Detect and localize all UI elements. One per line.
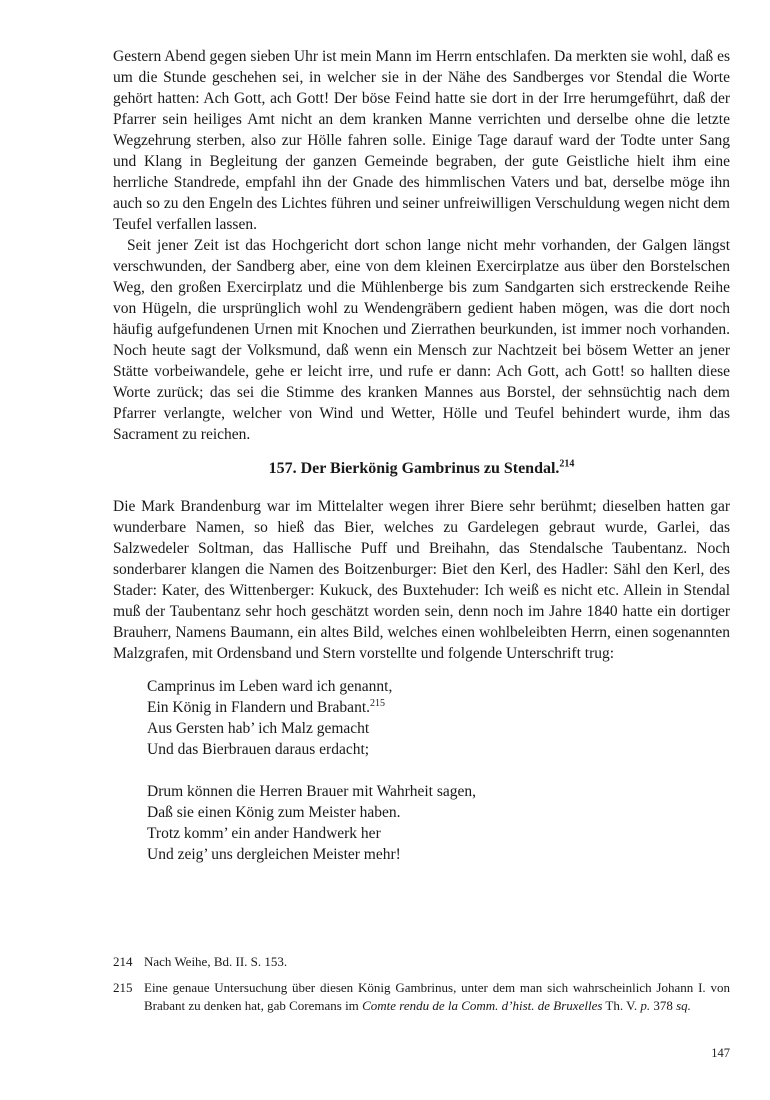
- poem-line: Daß sie einen König zum Meister haben.: [147, 804, 401, 821]
- poem-stanza-2: [147, 781, 730, 865]
- page-content: [113, 46, 730, 865]
- section-heading-text: 157. Der Bierkönig Gambrinus zu Stendal.: [268, 460, 560, 477]
- footnotes-section: [113, 953, 730, 1015]
- poem: [147, 676, 730, 865]
- footnote-text: [144, 980, 730, 1013]
- page-number: 147: [711, 1046, 730, 1060]
- footnote-214: [113, 953, 730, 971]
- paragraph-1: Gestern Abend gegen sieben Uhr ist mein Mann im Herrn entschlafen. Da merkten sie wohl, daß es um die Stunde geschehen sei, in welcher sie in der Nähe des Sandberges vor Stendal die Worte gehört hatten: Ach Gott, ach Gott! Der böse Feind hatte sie dort in der Irre herumgeführt, daß der Pfarrer sein heiliges Amt nicht an dem kranken Manne verrichten und derselbe ohne die letzte Wegzehrung sterben, also zur Hölle fahren solle. Einige Tage darauf ward der Todte unter Sang und Klang in Begleitung der ganzen Gemeinde begraben, der gute Geistliche hielt ihm eine herrliche Standrede, empfahl ihn der Gnade des himmlischen Vaters und bat, derselbe möge ihn auch so zu den Engeln des Lichtes führen und seiner unfreiwilligen Verschuldung wegen nicht dem Teufel verfallen lassen.: [113, 48, 730, 233]
- footnote-italic-abbrev: p.: [640, 998, 651, 1013]
- footnote-text-segment: 378: [650, 998, 677, 1013]
- footnote-number: 215: [113, 980, 133, 995]
- footnote-italic-title: Comte rendu de la Comm. d’hist. de Bruxelles: [362, 998, 603, 1013]
- paragraph-2: Seit jener Zeit ist das Hochgericht dort schon lange nicht mehr vorhanden, der Galgen längst verschwunden, der Sandberg aber, eine von dem kleinen Exercirplatze aus über den Borstelschen Weg, den großen Exercirplatz und die Mühlenberge bis zum Sandgarten sich erstreckende Reihe von Hügeln, die ursprünglich wohl zu Wendengräbern gedient haben mögen, was die dort noch häufig aufgefundenen Urnen mit Knochen und Zierrathen beurkunden, ist immer noch vorhanden. Noch heute sagt der Volksmund, daß wenn ein Mensch zur Nachtzeit bei bösem Wetter an jener Stätte vorbeiwandele, gehe er leicht irre, und rufe er dann: Ach Gott, ach Gott! so hallten diese Worte zurück; das sei die Stimme des kranken Mannes aus Borstel, der sehnsüchtig nach dem Pfarrer verlangte, welcher von Wind und Wetter, Hölle und Teufel behindert wurde, ihm das Sacrament zu reichen.: [113, 237, 730, 443]
- footnote-215: [113, 979, 730, 1015]
- footnote-italic-abbrev: sq.: [676, 998, 691, 1013]
- poem-line: Trotz komm’ ein ander Handwerk her: [147, 825, 381, 842]
- poem-line: Und zeig’ uns dergleichen Meister mehr!: [147, 846, 401, 863]
- footnote-number: 214: [113, 954, 133, 969]
- footnote-text: Nach Weihe, Bd. II. S. 153.: [144, 954, 288, 969]
- poem-stanza-1: [147, 676, 730, 760]
- footnote-ref-214: 214: [559, 458, 575, 470]
- poem-line: Camprinus im Leben ward ich genannt,: [147, 678, 393, 695]
- poem-line: Aus Gersten hab’ ich Malz gemacht: [147, 720, 370, 737]
- section-heading: [113, 458, 730, 479]
- footnote-text-segment: Eine genaue Untersuchung über diesen König Gambrinus, unter dem man sich wahrscheinlich Johann I. von Brabant zu denken hat, gab Coremans im: [144, 980, 730, 1013]
- poem-line-text: Ein König in Flandern und Brabant.: [147, 699, 370, 716]
- paragraph-3: Die Mark Brandenburg war im Mittelalter wegen ihrer Biere sehr berühmt; dieselben hatten gar wunderbare Namen, so hieß das Bier, welches zu Gardelegen gebraut wurde, Garlei, das Salzwedeler Soltman, das Hallische Puff und Breihahn, das Stendalsche Taubentanz. Noch sonderbarer klangen die Namen des Boitzenburger: Biet den Kerl, des Hadler: Sähl den Kerl, des Stader: Kater, des Wittenberger: Kukuck, des Buxtehuder: Ich weiß es nicht etc. Allein in Stendal muß der Taubentanz sehr hoch geschätzt worden sein, denn noch im Jahre 1840 hatte ein dortiger Brauherr, Namens Baumann, ein altes Bild, welches einen wohlbeleibten Herrn, einen sogenannten Malzgrafen, mit Ordensband und Stern vorstellte und folgende Unterschrift trug:: [113, 498, 730, 662]
- footnote-text-segment: Th. V.: [602, 998, 641, 1013]
- poem-line: [147, 697, 730, 718]
- footnote-ref-215: 215: [370, 697, 385, 709]
- poem-line: Und das Bierbrauen daraus erdacht;: [147, 741, 370, 758]
- poem-line: Drum können die Herren Brauer mit Wahrheit sagen,: [147, 783, 477, 800]
